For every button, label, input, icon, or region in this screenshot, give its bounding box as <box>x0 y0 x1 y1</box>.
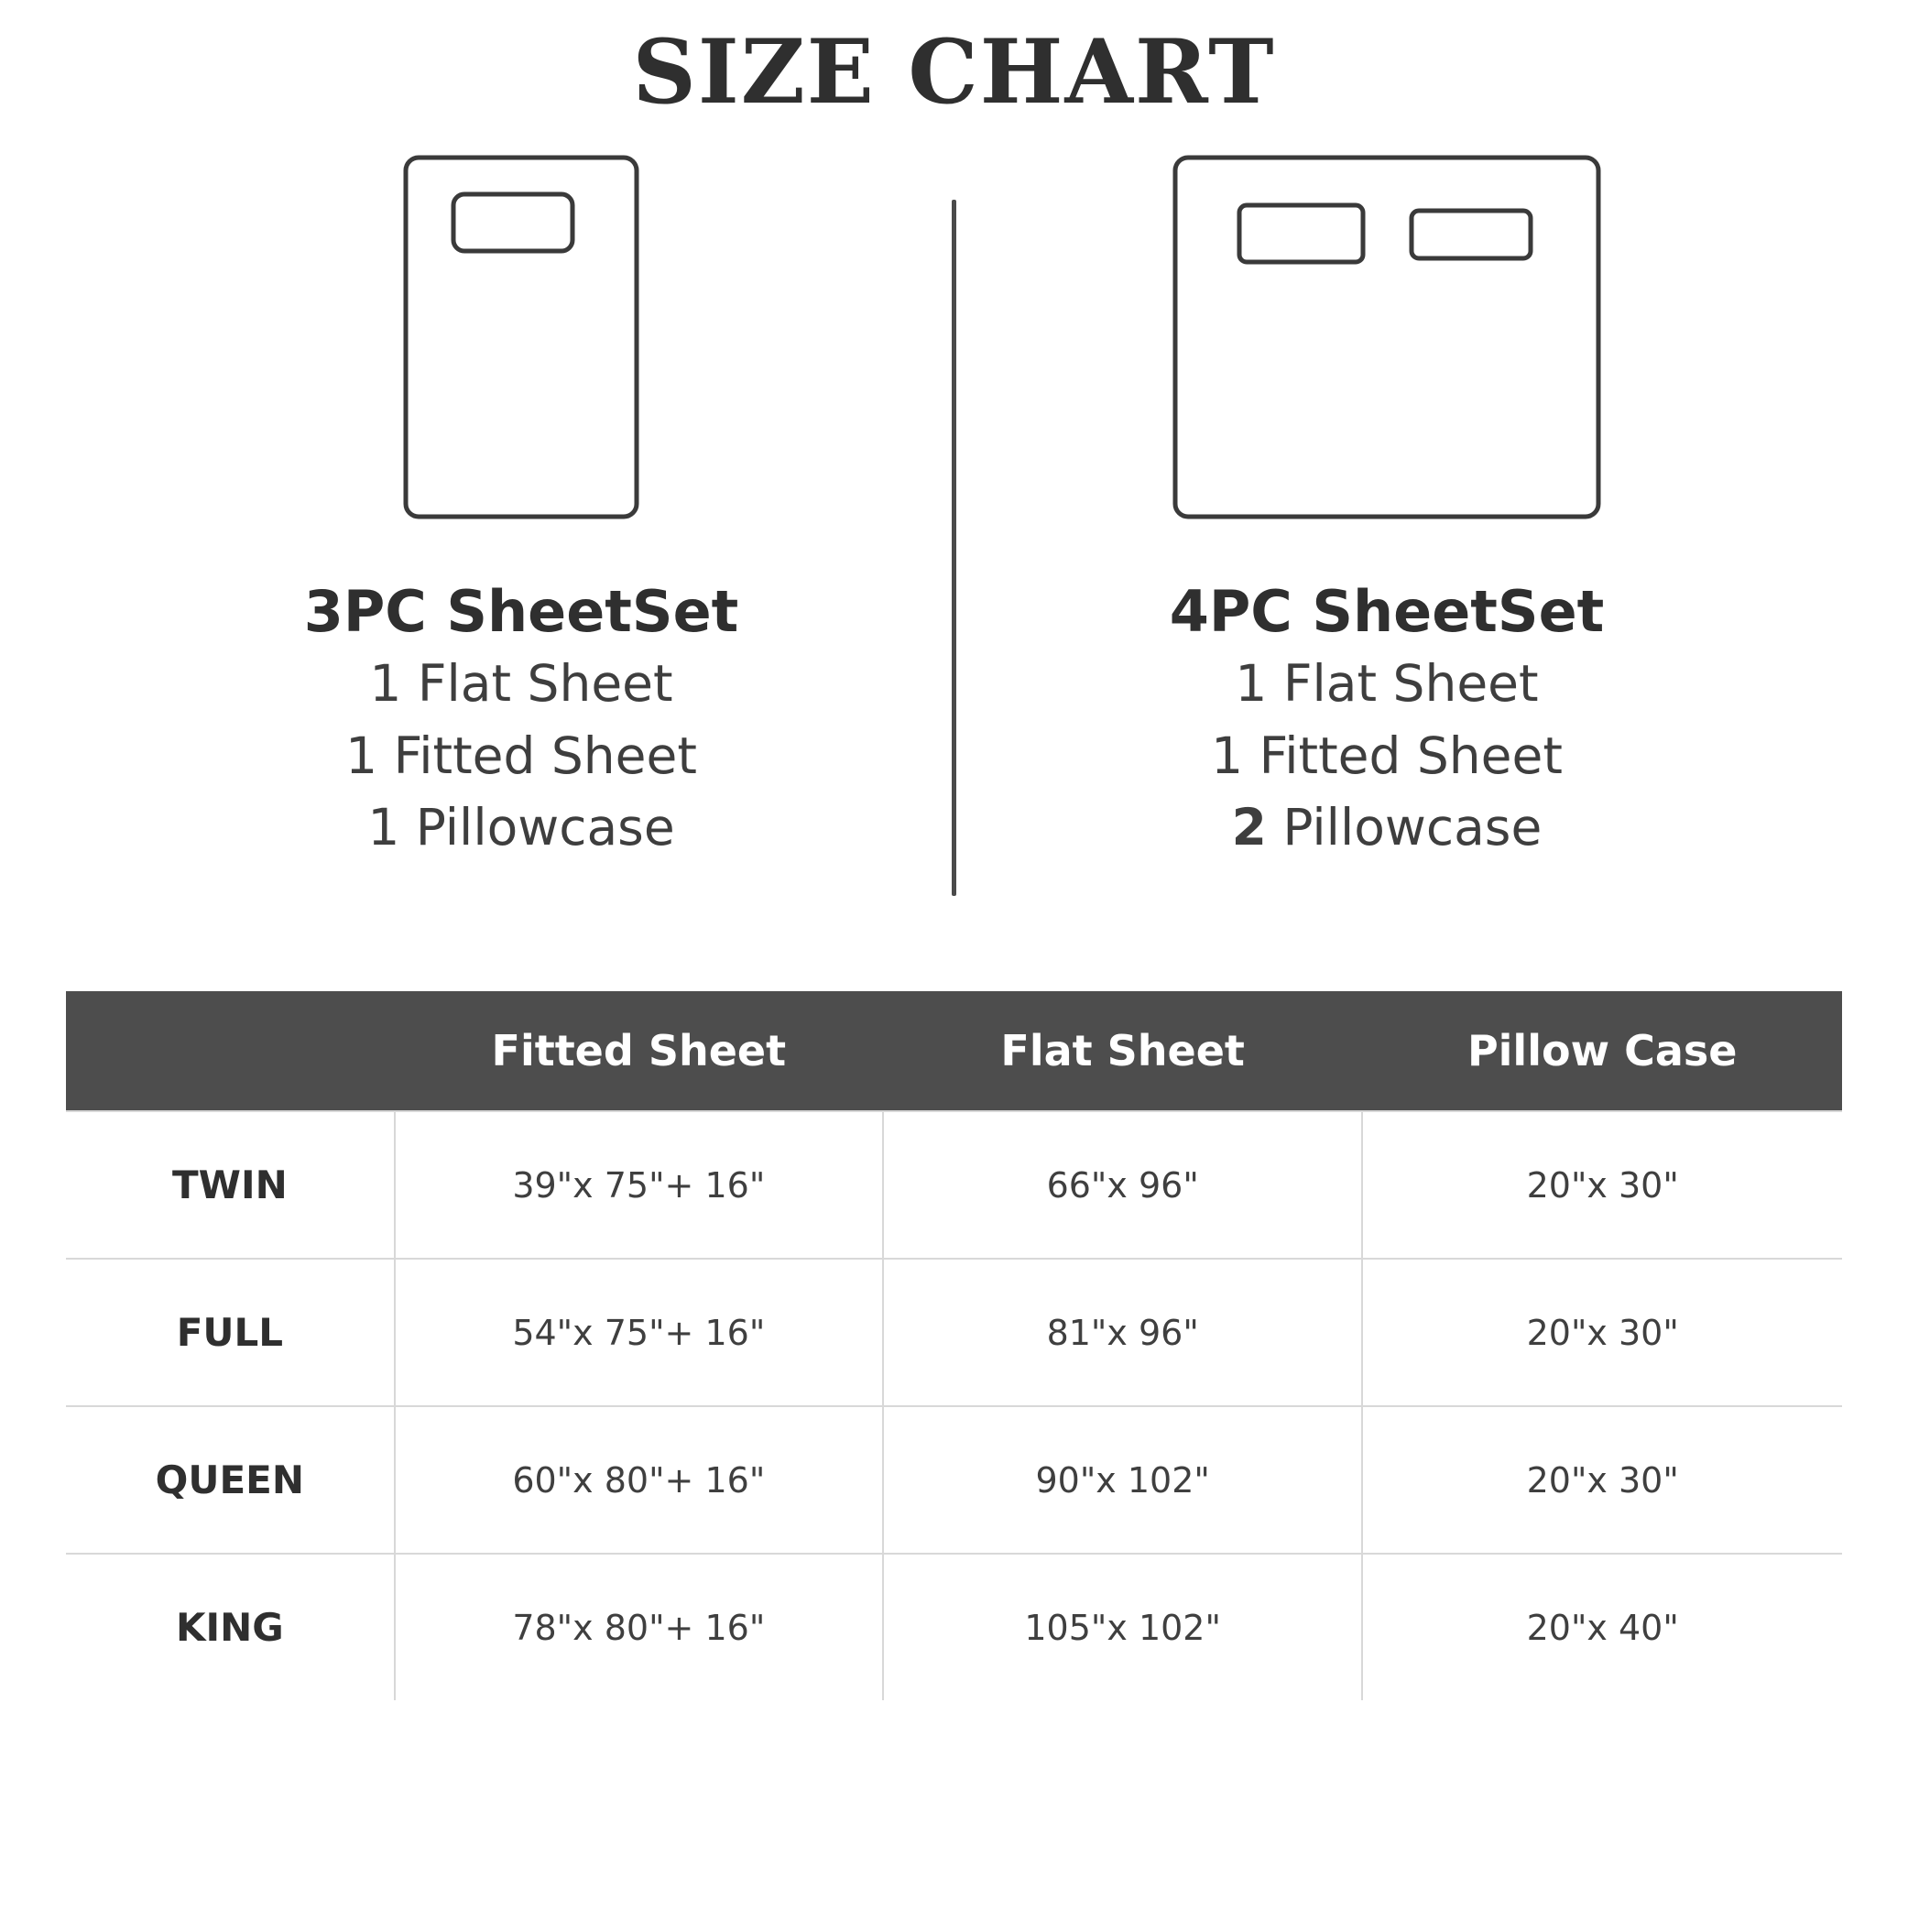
row-label-twin: TWIN <box>66 1111 395 1259</box>
table-row <box>66 1554 1842 1700</box>
panel-line-label: Pillowcase <box>1266 798 1543 857</box>
sheet-set-panels <box>0 145 1908 896</box>
panel-line-count: 2 <box>1231 798 1267 857</box>
cell-king-pillow: 20"x 40" <box>1362 1554 1842 1700</box>
table-row <box>66 1259 1842 1406</box>
panel-line-pillowcase <box>1232 796 1543 859</box>
cell-queen-fitted: 60"x 80"+ 16" <box>395 1406 883 1554</box>
cell-full-flat: 81"x 96" <box>883 1259 1363 1406</box>
panel-line-flat-sheet <box>1235 652 1538 715</box>
cell-king-fitted: 78"x 80"+ 16" <box>395 1554 883 1700</box>
page-title: SIZE CHART <box>632 20 1276 124</box>
single-bed-icon <box>402 154 640 520</box>
double-bed-icon <box>1172 154 1602 520</box>
panel-heading: 4PC SheetSet <box>1169 577 1605 645</box>
cell-twin-flat: 66"x 96" <box>883 1111 1363 1259</box>
cell-queen-pillow: 20"x 30" <box>1362 1406 1842 1554</box>
table-header-pillow-case: Pillow Case <box>1362 991 1842 1111</box>
panel-3pc-sheetset <box>91 145 952 859</box>
panel-line-pillowcase <box>367 796 674 859</box>
panel-line-label: Flat Sheet <box>1267 653 1539 713</box>
panel-line-label: Flat Sheet <box>401 653 673 713</box>
cell-full-pillow: 20"x 30" <box>1362 1259 1842 1406</box>
panel-line-count: 1 <box>1211 726 1244 785</box>
panel-line-count: 1 <box>1235 653 1268 713</box>
panel-4pc-sheetset <box>956 145 1817 859</box>
panel-line-fitted-sheet <box>1211 725 1563 788</box>
panel-line-flat-sheet <box>369 652 672 715</box>
double-bed-illustration <box>1172 145 1602 529</box>
panel-line-count: 1 <box>369 653 402 713</box>
cell-twin-fitted: 39"x 75"+ 16" <box>395 1111 883 1259</box>
single-bed-illustration <box>402 145 640 529</box>
size-table <box>66 991 1842 1700</box>
size-chart-page <box>0 20 1908 1932</box>
panel-line-label: Fitted Sheet <box>377 726 697 785</box>
panel-line-fitted-sheet <box>345 725 697 788</box>
cell-king-flat: 105"x 102" <box>883 1554 1363 1700</box>
row-label-full: FULL <box>66 1259 395 1406</box>
size-table-wrapper <box>66 991 1842 1700</box>
cell-queen-flat: 90"x 102" <box>883 1406 1363 1554</box>
table-row <box>66 1111 1842 1259</box>
panel-line-count: 1 <box>345 726 378 785</box>
panel-line-count: 1 <box>367 798 400 857</box>
row-label-queen: QUEEN <box>66 1406 395 1554</box>
table-header-blank <box>66 991 395 1111</box>
table-header-fitted-sheet: Fitted Sheet <box>395 991 883 1111</box>
table-row <box>66 1406 1842 1554</box>
panel-line-label: Pillowcase <box>399 798 675 857</box>
size-table-body <box>66 1111 1842 1700</box>
cell-full-fitted: 54"x 75"+ 16" <box>395 1259 883 1406</box>
table-header-row <box>66 991 1842 1111</box>
row-label-king: KING <box>66 1554 395 1700</box>
cell-twin-pillow: 20"x 30" <box>1362 1111 1842 1259</box>
panel-line-label: Fitted Sheet <box>1243 726 1563 785</box>
panel-heading: 3PC SheetSet <box>303 577 739 645</box>
table-header-flat-sheet: Flat Sheet <box>883 991 1363 1111</box>
size-table-head <box>66 991 1842 1111</box>
